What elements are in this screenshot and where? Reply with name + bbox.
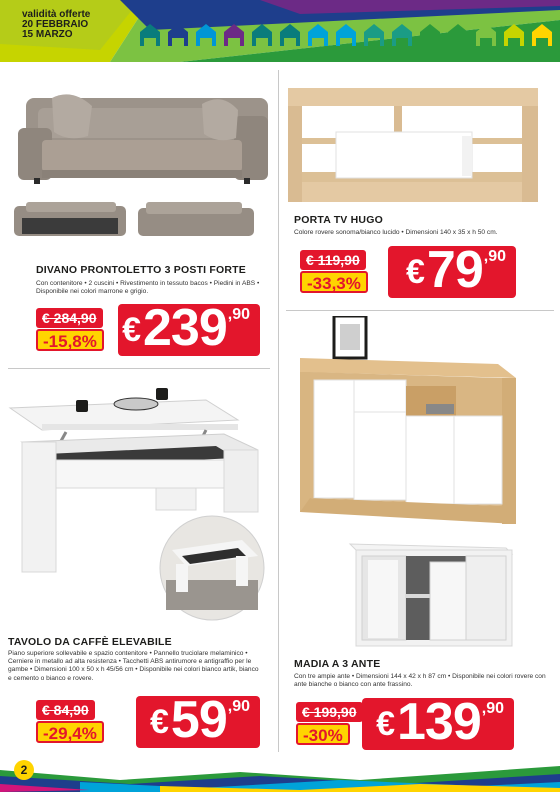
price-integer: 239 <box>142 299 227 357</box>
current-price <box>150 690 250 750</box>
tavolo-price-block <box>36 691 260 749</box>
currency-symbol: € <box>122 311 141 349</box>
rainbow-footer-stripes <box>0 756 560 792</box>
price-decimal: ,90 <box>483 248 506 265</box>
current-price <box>406 240 506 300</box>
validity-label: validità offerte <box>22 9 91 20</box>
validity-end-date: 15 MARZO <box>22 29 73 40</box>
porta-tv-price-block <box>300 241 516 299</box>
price-integer: 59 <box>170 691 227 749</box>
current-price <box>122 298 250 358</box>
page-number: 2 <box>14 760 34 780</box>
discount-badge: -30% <box>296 723 350 745</box>
divano-title: DIVANO PRONTOLETTO 3 POSTI FORTE <box>36 264 247 276</box>
row-divider-left <box>8 368 270 369</box>
madia-title: MADIA A 3 ANTE <box>294 658 381 670</box>
old-price: € 199,90 <box>296 702 363 722</box>
old-price: € 119,90 <box>300 250 366 270</box>
column-divider <box>278 70 279 752</box>
footer-banner <box>0 756 560 792</box>
tavolo-title: TAVOLO DA CAFFÈ ELEVABILE <box>8 636 172 648</box>
coffee-table-image <box>6 380 272 628</box>
offer-validity <box>22 10 90 40</box>
currency-symbol: € <box>405 253 425 291</box>
madia-price-block <box>296 693 514 751</box>
discount-badge: -29,4% <box>36 721 104 743</box>
price-decimal: ,90 <box>227 306 250 323</box>
divano-description: Con contenitore • 2 cuscini • Rivestimento in tessuto bacos • Piedini in ABS • Disponibile nei colori marrone e grigio. <box>36 280 260 296</box>
tv-stand-image <box>286 84 544 208</box>
sofa-image <box>12 78 274 254</box>
old-price: € 284,90 <box>36 308 103 328</box>
current-price <box>376 692 504 752</box>
currency-symbol: € <box>149 703 169 741</box>
madia-image <box>346 540 514 650</box>
old-price: € 84,90 <box>36 700 95 720</box>
tavolo-description: Piano superiore sollevabile e spazio contenitore • Pannello truciolare melaminico • Cerniere in metallo ad alta resistenza • Tacchetti ABS antirumore e antigraffio per le gambe • Dimensioni 100 x 50 x h 45/56 cm • Disponibile nei colori bianco artik, bianco e cemento o bianco e rovere. <box>8 650 259 682</box>
oak-sideboard-image <box>294 316 518 524</box>
price-integer: 79 <box>426 241 483 299</box>
price-decimal: ,90 <box>227 698 250 715</box>
porta-tv-description: Colore rovere sonoma/bianco lucido • Dimensioni 140 x 35 x h 50 cm. <box>294 229 498 236</box>
discount-badge: -15,8% <box>36 329 104 351</box>
price-decimal: ,90 <box>481 700 504 717</box>
currency-symbol: € <box>376 705 395 743</box>
divano-price-block <box>36 299 260 357</box>
price-integer: 139 <box>396 693 481 751</box>
row-divider-right <box>286 310 554 311</box>
discount-badge: -33,3% <box>300 271 368 293</box>
header-banner <box>0 0 560 62</box>
porta-tv-title: PORTA TV HUGO <box>294 214 383 226</box>
validity-start-date: 20 FEBBRAIO <box>22 19 89 30</box>
madia-description: Con tre ampie ante • Dimensioni 144 x 42 x h 87 cm • Disponibile nei colori rovere con ante bianche o bianco con ante frassino. <box>294 673 546 689</box>
